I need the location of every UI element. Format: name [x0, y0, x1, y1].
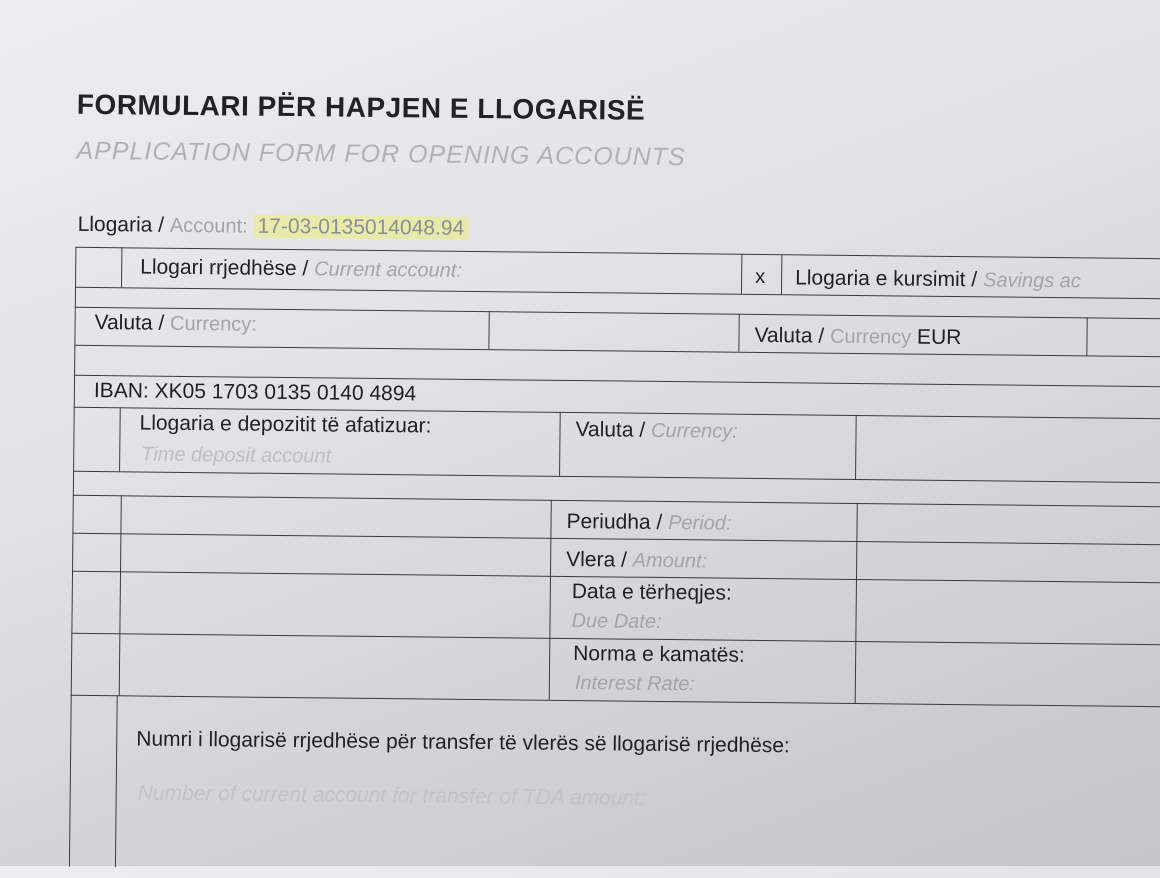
due-date-label: Data e tërheqjes:: [571, 580, 732, 605]
time-deposit-label-en: Time deposit account: [141, 443, 332, 468]
iban-text: IBAN: XK05 1703 0135 0140 4894: [93, 379, 417, 406]
account-label: Llogaria /: [77, 212, 165, 237]
form-title: FORMULARI PËR HAPJEN E LLOGARISË: [76, 88, 646, 126]
savings-account-label: Llogaria e kursimit / Savings ac: [795, 266, 1081, 293]
transfer-account-label: Numri i llogarisë rrjedhëse për transfer të vlerës së llogarisë rrjedhëse:: [136, 727, 790, 758]
account-number: 17-03-0135014048.94: [253, 215, 468, 240]
account-label-en: Account:: [169, 214, 248, 238]
time-deposit-label: Llogaria e depozitit të afatizuar:: [139, 411, 432, 438]
currency-right-label: Valuta / Currency EUR: [754, 323, 962, 350]
current-account-label: Llogari rrjedhëse / Current account:: [140, 255, 463, 282]
due-date-label-en: Due Date:: [571, 610, 662, 633]
form-subtitle: APPLICATION FORM FOR OPENING ACCOUNTS: [76, 136, 686, 172]
account-line: [78, 213, 469, 241]
interest-rate-label-en: Interest Rate:: [574, 672, 696, 696]
currency-value: EUR: [916, 325, 962, 350]
amount-label: Vlera / Amount:: [566, 547, 708, 573]
period-label: Periudha / Period:: [566, 509, 732, 535]
time-deposit-currency-label: Valuta / Currency:: [575, 418, 738, 443]
savings-checkbox-mark[interactable]: x: [755, 265, 766, 289]
interest-rate-label: Norma e kamatës:: [573, 642, 745, 667]
currency-left-label: Valuta / Currency:: [94, 311, 257, 336]
transfer-account-label-en: Number of current account for transfer of TDA amount:: [137, 781, 646, 810]
